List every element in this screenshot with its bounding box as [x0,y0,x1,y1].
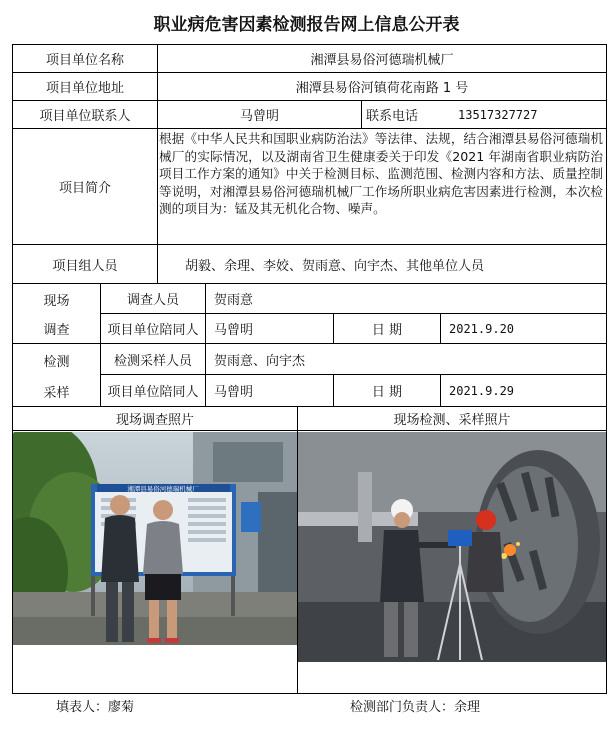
investigator-label: 调查人员 [126,293,179,308]
contact-value: 马曾明 [239,109,279,124]
sampling-companion-value: 马曾明 [214,385,254,400]
page-title: 职业病危害因素检测报告网上信息公开表 [153,15,460,35]
survey-photo [13,432,297,645]
sampling-date-value: 2021.9.29 [449,383,515,398]
survey-photo-title: 现场调查照片 [115,413,194,428]
address-label: 项目单位地址 [45,81,124,96]
sampling-label-2: 采样 [43,385,70,401]
survey-companion-value: 马曾明 [214,323,254,338]
sampling-photo-title: 现场检测、采样照片 [393,413,511,428]
sampler-label: 检测采样人员 [113,353,192,369]
sampling-date-label: 日 期 [371,385,403,400]
intro-text: 根据《中华人民共和国职业病防治法》等法律、法规，结合湘潭县易俗河德瑞机械厂的实际情况，以及湖南省卫生健康委关于印发《2021 年湖南省职业病防治项目工作方案的通知》中关于检测目标、监测范围、检测内容和方法、质量控制等说明，对湘潭县易俗河德瑞机械厂工作场所职业病危害因素进行检测，本次检测的项目为：锰及其无机化合物、噪声。 [159,131,603,216]
sign-text: 湘潭县易俗河德瑞机械厂 [127,485,199,493]
survey-date-value: 2021.9.20 [449,321,515,336]
intro-label: 项目简介 [58,181,111,196]
sampling-photo [298,432,606,662]
unit-name-label: 项目单位名称 [45,53,124,68]
members-label: 项目组人员 [52,258,118,274]
address-value: 湘潭县易俗河镇荷花南路 1 号 [295,81,469,96]
phone-label: 联系电话 [366,109,419,124]
survey-date-label: 日 期 [371,323,403,338]
survey-companion-label: 项目单位陪同人 [107,323,199,338]
sampler-value: 贺雨意、向宇杰 [214,353,306,369]
unit-name-value: 湘潭县易俗河德瑞机械厂 [310,53,454,68]
sampling-label-1: 检测 [43,354,70,370]
members-value: 胡毅、余理、李姣、贺雨意、向宇杰、其他单位人员 [185,258,485,274]
contact-label: 项目单位联系人 [39,109,131,124]
investigator-value: 贺雨意 [214,293,254,308]
filled-by: 填表人：廖菊 [56,700,135,715]
survey-label-1: 现场 [43,293,70,309]
survey-label-2: 调查 [43,323,70,338]
phone-value: 13517327727 [458,107,538,122]
sampling-companion-label: 项目单位陪同人 [107,385,199,400]
department-head: 检测部门负责人：余理 [350,700,481,715]
